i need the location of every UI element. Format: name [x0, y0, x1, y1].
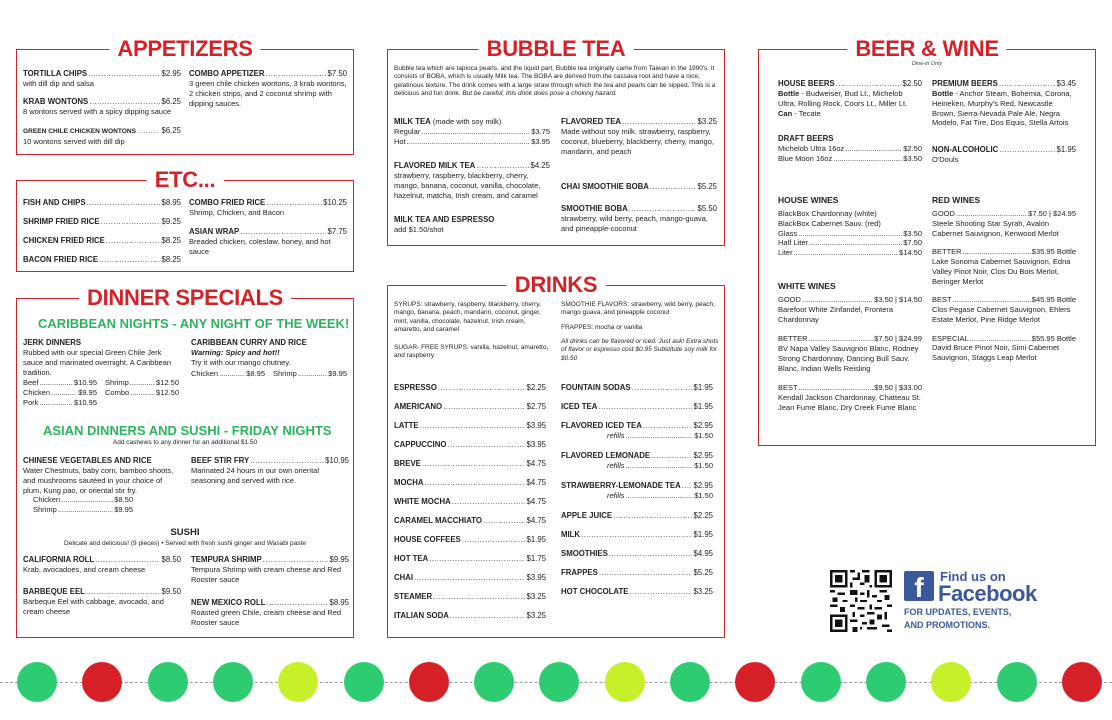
decorative-dot [17, 662, 57, 702]
decorative-dot [605, 662, 645, 702]
decorative-dot [735, 662, 775, 702]
menu-item: STEAMER ..... $3.25 [394, 592, 546, 611]
menu-item: CAPPUCCINO ..... $3.95 [394, 440, 546, 459]
syrups-note: SYRUPS: strawberry, raspberry, blackberry, cherry, mango, banana, peach, mandarin, coconut, ginger, mint, vanilla, chocolate, hazelnut, Irish cream, amaretto, and caramel [394, 301, 541, 334]
sushi-note: Delicate and delicious! (9 pieces) • Served with fresh sushi ginger and Wasabi paste [64, 540, 306, 547]
decorative-dot [539, 662, 579, 702]
menu-item: HOT CHOCOLATE ..... $3.25 [561, 587, 713, 606]
decorative-dot [344, 662, 384, 702]
menu-item: SMOOTHIES ..... $4.95 [561, 549, 713, 568]
menu-item: BACON FRIED RICE ..... $8.25 [23, 255, 181, 265]
menu-item: HOUSE COFFEES ..... $1.95 [394, 535, 546, 554]
facebook-find-text: Find us on [940, 569, 1006, 584]
menu-item: FOUNTAIN SODAS ..... $1.95 [561, 383, 713, 402]
decorative-dot [997, 662, 1037, 702]
menu-item: SHRIMP FRIED RICE ..... $9.25 [23, 217, 181, 227]
menu-item: GREEN CHILE CHICKEN WONTONS ..... $6.25 10 wontons served with dill dip [23, 126, 181, 146]
frappes-note: FRAPPES: mocha or vanilla [561, 324, 643, 331]
menu-item: STRAWBERRY-LEMONADE TEA ..... $2.95 refills ..... $1.50 [561, 481, 713, 511]
menu-item: HOT TEA ..... $1.75 [394, 554, 546, 573]
decorative-dot [82, 662, 122, 702]
etc-title: ETC... [147, 168, 224, 192]
decorative-dot [213, 662, 253, 702]
menu-item: RED WINES GOOD ..... $7.50 | $24.95 Steele Shooting Star Syrah, Avalon Cabernet Sauvignon, Kenwood Merlot BETTER ..... $35.95 Bottle Lake Sonoma Cabernet Sauvignon, Edna Valley Pinot Noir, Clos Du Bois Merlot, Beringer Merlot BEST ..... $45.95 Bottle Clos Pegase Cabernet Sauvignon, Ehlers Estate Merlot, Pine Ridge Merlot ESPECIAL ..... $55.95 Bottle David Bruce Pinot Noir, Simi Cabernet Sauvignon, Staggs Leap Merlot [932, 195, 1076, 363]
decorative-dot [866, 662, 906, 702]
beer-title: BEER & WINE [847, 37, 1006, 61]
bubble-box [387, 36, 725, 246]
menu-item: JERK DINNERS Rubbed with our special Green Chile Jerk sauce and marinated overnight. A Caribbean tradition. Beef ..... $10.95 Chicken ..... $9.95 Pork ..... $10.95 Shrimp ..... $12.50 Combo ..... $12.50 [23, 338, 181, 408]
menu-item: FLAVORED LEMONADE ..... $2.95 refills ..... $1.50 [561, 451, 713, 481]
menu-item: KRAB WONTONS ..... $6.25 8 wontons served with a spicy dipping sauce [23, 97, 181, 117]
dinner-box [16, 285, 354, 638]
menu-item: COMBO FRIED RICE ..... $10.25 Shrimp, Chicken, and Bacon [189, 198, 347, 218]
drinks-box [387, 272, 725, 638]
menu-item: CALIFORNIA ROLL ..... $8.50 Krab, avocadoes, and cream cheese [23, 555, 181, 575]
asian-note: Add cashews to any dinner for an additional $1.50 [112, 439, 258, 446]
menu-item: FLAVORED MILK TEA ..... $4.25 strawberry, raspberry, blackberry, cherry, mango, banana, coconut, vanilla, chocolate, hazelnut, matcha, Irish cream, and caramel [394, 161, 550, 200]
appetizers-box [16, 36, 354, 155]
menu-item: WHITE MOCHA ..... $4.75 [394, 497, 546, 516]
bubble-intro: Bubble tea which are tapioca pearls, and the liquid part, Bubble tea originally came from Taiwan in the 1990's. It consists of BOBA, which is usually Milk tea. The BOBA are derived from the cassava root and have a nice, gelatinous texture. The drink comes with a large straw through which the tea and pearls can be sipped. This is a delicious and fun drink. But be careful, this drink does pose a choking hazard. [394, 65, 716, 98]
facebook-f-icon[interactable]: f [904, 571, 934, 601]
menu-item: TORTILLA CHIPS ..... $2.95 with dill dip and salsa [23, 69, 181, 89]
beer-subtitle: Dine-in Only [911, 61, 943, 67]
menu-item: ICED TEA ..... $1.95 [561, 402, 713, 421]
menu-item: CHAI ..... $3.95 [394, 573, 546, 592]
bubble-title: BUBBLE TEA [479, 37, 634, 61]
decorative-dot [278, 662, 318, 702]
menu-item: PREMIUM BEERS ..... $3.45 Bottle - Anchor Steam, Bohemia, Corona, Heineken, Murphy's Red, Newcastle Brown, Sierra-Nevada Pale Ale, Negra Modelo, Fat Tire, Dos Equis, Stella Artois [932, 79, 1076, 128]
menu-item: CARAMEL MACCHIATO ..... $4.75 [394, 516, 546, 535]
decorative-dot [474, 662, 514, 702]
menu-item: CHAI SMOOTHIE BOBA ..... $5.25 [561, 182, 717, 192]
menu-item: DRAFT BEERS Michelob Ultra 16oz ..... $2.50 Blue Moon 16oz ..... $3.50 [778, 134, 922, 164]
qr-code[interactable] [830, 570, 892, 632]
drinks-left-list [394, 383, 546, 630]
menu-item: ESPRESSO ..... $2.25 [394, 383, 546, 402]
menu-item: BREVE ..... $4.75 [394, 459, 546, 478]
menu-item: SMOOTHIE BOBA ..... $5.50 strawberry, wild berry, peach, mango-guava, and pineapple-coconut [561, 204, 717, 234]
decorative-dot [801, 662, 841, 702]
menu-item: BARBEQUE EEL ..... $9.50 Barbeque Eel with cabbage, avocado, and cream cheese [23, 587, 181, 617]
menu-item: FISH AND CHIPS ..... $8.95 [23, 198, 181, 208]
decorative-dot [148, 662, 188, 702]
drinks-right-list [561, 383, 713, 606]
appetizers-title: APPETIZERS [109, 37, 260, 61]
menu-item: ASIAN WRAP ..... $7.75 Breaded chicken, coleslaw, honey, and hot sauce [189, 227, 347, 257]
menu-item: MOCHA ..... $4.75 [394, 478, 546, 497]
decorative-dot [931, 662, 971, 702]
menu-item: HOUSE WINES BlackBox Chardonnay (white) BlackBox Cabernet Sauv. (red) Glass ..... $3.50 Half Liter ..... $7.50 Liter ..... $14.50 [778, 195, 922, 258]
menu-item: CHICKEN FRIED RICE ..... $8.25 [23, 236, 181, 246]
facebook-tagline: FOR UPDATES, EVENTS, AND PROMOTIONS. [904, 607, 1012, 630]
menu-item: CHINESE VEGETABLES AND RICE Water Chestnuts, baby corn, bamboo shoots, and mushrooms sautéed in your choice of plum, Kung pao, or oriental stir fry. Chicken ..... $8.50 Shrimp ..... $9.95 [23, 456, 181, 515]
menu-item: LATTE ..... $3.95 [394, 421, 546, 440]
menu-item: MILK ..... $1.95 [561, 530, 713, 549]
beer-box [758, 36, 1096, 446]
dinner-title: DINNER SPECIALS [79, 286, 291, 310]
etc-box [16, 167, 354, 272]
menu-item: NEW MEXICO ROLL ..... $8.95 Roasted green Chile, cream cheese and Red Rooster sauce [191, 598, 349, 628]
sugar-free-note: SUGAR- FREE SYRUPS: vanilla, hazelnut, amaretto, and raspberry [394, 344, 549, 360]
menu-item: WHITE WINES GOOD ..... $3.50 | $14.50 Barefoot White Zinfandel, Frontera Chardonnay BETTER ..... $7.50 | $24.99 BV Napa Valley Sauvignon Blanc, Rodney Strong Chardonnay, Dancing Bull Sauv. Blanc, Indian Wells Reisling BEST ..... $9.50 | $33.00 Kendall Jackson Chardonnay, Chatteau St. Jean Fume Blanc, Dry Creek Fume Blanc [778, 281, 922, 413]
menu-item: ITALIAN SODA ..... $3.25 [394, 611, 546, 630]
menu-item: FRAPPES ..... $5.25 [561, 568, 713, 587]
menu-item: AMERICANO ..... $2.75 [394, 402, 546, 421]
menu-item: CARIBBEAN CURRY AND RICE Warning: Spicy and hot!! Try it with our mango chutney. Chicken ..... $8.95 Shrimp ..... $9.95 [191, 338, 349, 378]
menu-item: MILK TEA AND ESPRESSO add $1.50/shot [394, 215, 495, 235]
menu-item: COMBO APPETIZER ..... $7.50 3 green chile chicken wontons, 3 krab wontons, 2 chicken strips, and 2 coconut shrimp with dipping sauces. [189, 69, 347, 108]
menu-item: HOUSE BEERS ..... $2.50 Bottle - Budweiser, Bud Lt., Michelob Ultra, Rolling Rock, Coors Lt., Miller Lt. Can - Tecate [778, 79, 922, 118]
menu-item: APPLE JUICE ..... $2.25 [561, 511, 713, 530]
menu-item: TEMPURA SHRIMP ..... $9.95 Tempura Shrimp with cream cheese and Red Rooster sauce [191, 555, 349, 585]
menu-item: BEEF STIR FRY ..... $10.95 Marinated 24 hours in our own oriental seasoning and served with rice. [191, 456, 349, 486]
facebook-brand-link[interactable]: Facebook [938, 581, 1037, 606]
drinks-title: DRINKS [507, 273, 606, 297]
menu-item: NON-ALCOHOLIC ..... $1.95 O'Douls [932, 145, 1076, 165]
sushi-heading: SUSHI [170, 527, 200, 538]
asian-heading: ASIAN DINNERS AND SUSHI - FRIDAY NIGHTS [43, 423, 332, 438]
menu-item: MILK TEA (made with soy milk) Regular ..... $3.75 Hot ..... $3.95 [394, 117, 550, 147]
smoothie-note: SMOOTHIE FLAVORS: strawberry, wild berry, peach, mango guava, and pineapple coconut [561, 301, 715, 317]
decorative-dot [1062, 662, 1102, 702]
menu-item: FLAVORED ICED TEA ..... $2.95 refills ..... $1.50 [561, 421, 713, 451]
drinks-note: All drinks can be flavored or iced. Just ask! Extra shots of flavor or espresso cost $0.95 Substitute soy milk for $0.50 [561, 338, 719, 362]
menu-item: FLAVORED TEA ..... $3.25 Made without soy milk. strawberry, raspberry, coconut, blueberry, blackberry, cherry, mango, mandarin, and peach [561, 117, 717, 156]
caribbean-heading: CARIBBEAN NIGHTS - ANY NIGHT OF THE WEEK! [38, 316, 350, 331]
decorative-dot [670, 662, 710, 702]
decorative-dot [409, 662, 449, 702]
